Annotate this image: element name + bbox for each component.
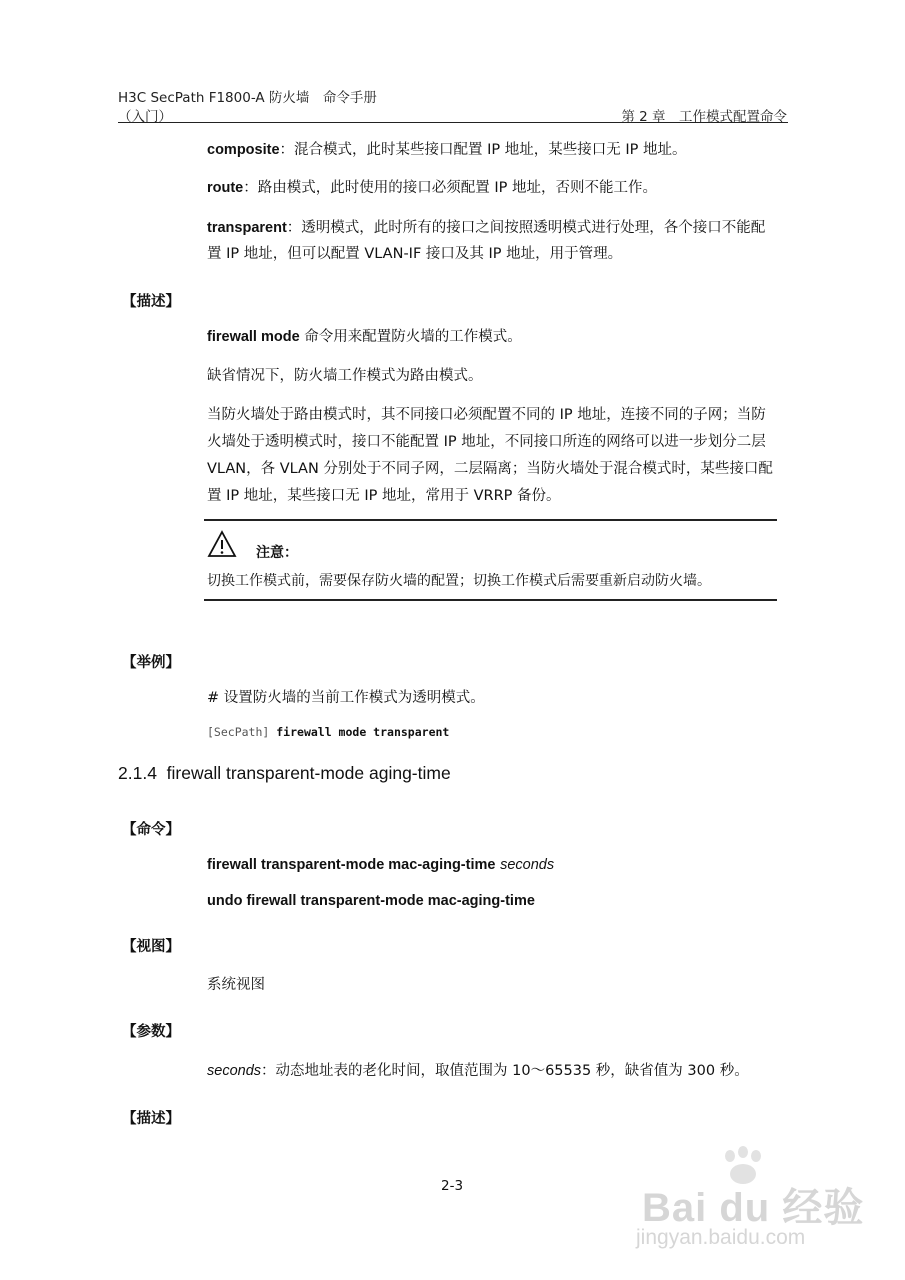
cli-prompt: [SecPath]	[207, 725, 270, 739]
note-top-rule	[204, 519, 777, 521]
section-number: 2.1.4	[118, 763, 157, 783]
header-chapter: 第 2 章 工作模式配置命令	[621, 109, 787, 125]
example-code	[207, 725, 449, 739]
warning-triangle-icon	[207, 530, 237, 558]
header-rule	[118, 122, 788, 123]
command-keyword: undo firewall transparent-mode mac-aging-time	[207, 893, 535, 909]
section-title-text: firewall transparent-mode aging-time	[166, 763, 451, 783]
note-label: 注意：	[256, 545, 298, 561]
param-transparent	[207, 215, 777, 267]
command-argument: seconds	[500, 857, 555, 873]
desc-line-1	[207, 327, 522, 347]
desc-paragraph: 当防火墙处于路由模式时，其不同接口必须配置不同的 IP 地址，连接不同的子网；当防火墙处于透明模式时，接口不能配置 IP 地址，不同接口所连的网络可以进一步划分二层 VLAN，各 VLAN 分别处于不同子网，二层隔离；当防火墙处于混合模式时，某些接口配置 IP 地址，某些接口无 IP 地址，常用于 VRRP 备份。	[207, 407, 773, 504]
note-bottom-rule	[204, 599, 777, 601]
param-keyword: transparent	[207, 220, 287, 236]
section-title	[118, 763, 451, 784]
cli-command: firewall mode transparent	[276, 725, 450, 739]
header-volume: （入门）	[118, 109, 172, 125]
param-text: ：动态地址表的老化时间，取值范围为 10～65535 秒，缺省值为 300 秒。	[261, 1063, 749, 1079]
param-route	[207, 178, 657, 198]
example-description: # 设置防火墙的当前工作模式为透明模式。	[207, 690, 485, 706]
param-name: seconds	[207, 1063, 262, 1079]
section-heading-example: 【举例】	[122, 655, 180, 671]
param-text: ：混合模式，此时某些接口配置 IP 地址，某些接口无 IP 地址。	[279, 142, 687, 158]
command-name: firewall mode	[207, 329, 300, 345]
param-keyword: composite	[207, 142, 280, 158]
watermark-url: jingyan.baidu.com	[636, 1226, 806, 1249]
section-heading-parameters: 【参数】	[122, 1024, 180, 1040]
view-text: 系统视图	[207, 977, 265, 993]
param-text: ：透明模式，此时所有的接口之间按照透明模式进行处理，各个接口不能配置 IP 地址，但可以配置 VLAN-IF 接口及其 IP 地址，用于管理。	[207, 220, 766, 262]
param-keyword: route	[207, 180, 244, 196]
section-heading-command: 【命令】	[122, 822, 180, 838]
page-number: 2-3	[441, 1178, 464, 1194]
command-syntax-2	[207, 891, 535, 911]
command-syntax-1	[207, 855, 554, 875]
param-text: ：路由模式，此时使用的接口必须配置 IP 地址，否则不能工作。	[243, 180, 657, 196]
section-heading-view: 【视图】	[122, 939, 180, 955]
param-seconds	[207, 1061, 749, 1081]
header-product: H3C SecPath F1800-A 防火墙 命令手册	[118, 90, 377, 106]
param-composite	[207, 140, 687, 160]
watermark-brand: Bai du 经验	[642, 1186, 865, 1230]
command-keyword: firewall transparent-mode mac-aging-time	[207, 857, 496, 873]
desc-text: 命令用来配置防火墙的工作模式。	[299, 329, 522, 345]
section-heading-description: 【描述】	[122, 294, 180, 310]
note-text: 切换工作模式前，需要保存防火墙的配置；切换工作模式后需要重新启动防火墙。	[207, 573, 711, 589]
desc-line-2: 缺省情况下，防火墙工作模式为路由模式。	[207, 368, 483, 384]
section-heading-description-2: 【描述】	[122, 1111, 180, 1127]
